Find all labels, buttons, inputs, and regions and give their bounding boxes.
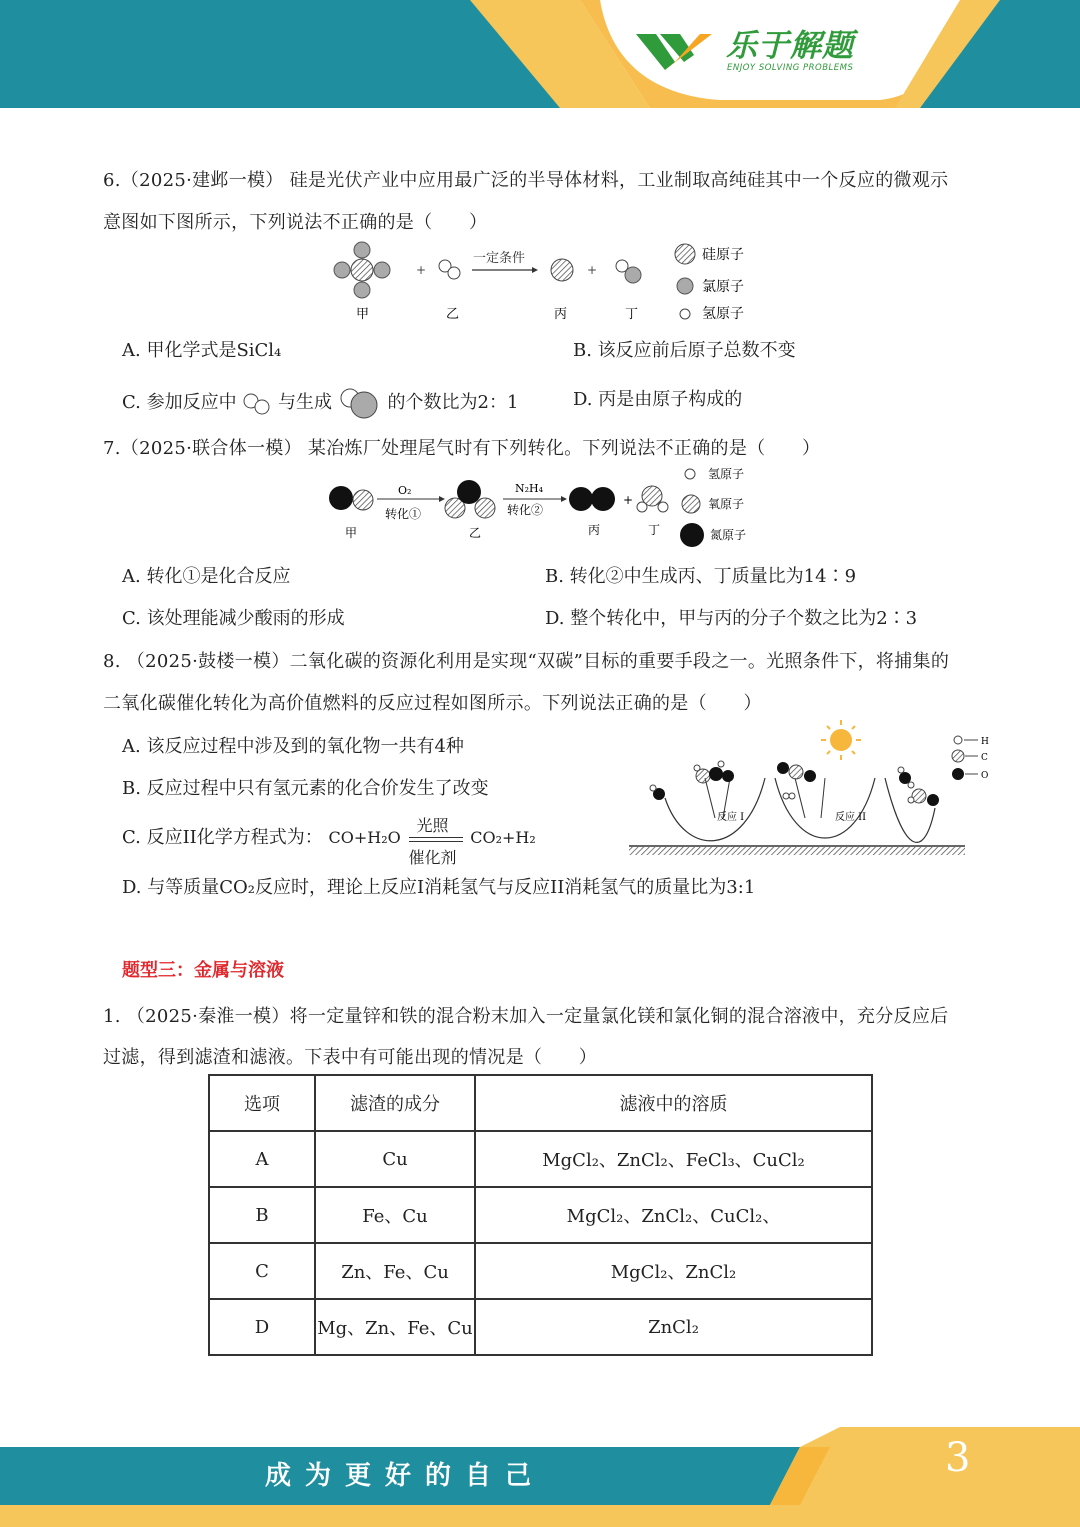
table-row	[209, 1299, 872, 1355]
table-header-row	[209, 1075, 872, 1131]
q7-option-a: A. 转化①是化合反应	[122, 566, 291, 587]
q6-molecule-ding	[616, 260, 641, 283]
brand-subtitle: ENJOY SOLVING PROBLEMS	[727, 63, 854, 73]
q7-label-yi: 乙	[469, 526, 482, 540]
table-header-cell: 滤液中的溶质	[475, 1075, 872, 1131]
q6-option-a: A. 甲化学式是SiCl₄	[122, 340, 282, 361]
table-cell: A	[209, 1131, 315, 1187]
q8-option-c	[122, 816, 536, 867]
q6-molecule-yi	[439, 260, 460, 279]
table-cell: ZnCl₂	[475, 1299, 872, 1355]
q7-legend-h: 氢原子	[708, 467, 745, 481]
page-number: 3	[945, 1435, 971, 1481]
table-row	[209, 1131, 872, 1187]
q8-legend-h: H	[981, 737, 989, 747]
q8-legend-o: O	[981, 771, 989, 781]
q8-eq-light: 光照	[416, 816, 449, 835]
q7-label-ding: 丁	[648, 523, 661, 537]
q8-option-a: A. 该反应过程中涉及到的氧化物一共有4种	[122, 736, 464, 757]
q7-label-bing: 丙	[588, 523, 601, 537]
q6-option-c-post: 的个数比为2：1	[387, 392, 519, 413]
q7-step-1: 转化①	[385, 507, 422, 521]
q1-stem-line2: 过滤，得到滤渣和滤液。下表中有可能出现的情况是（ ）	[103, 1047, 598, 1068]
hcl-molecule-icon	[338, 385, 382, 421]
q8-option-b: B. 反应过程中只有氢元素的化合价发生了改变	[122, 778, 489, 799]
q8-reaction-2-label: 反应 II	[835, 812, 867, 823]
q6-label-jia: 甲	[356, 307, 370, 322]
q1-options-table	[208, 1074, 873, 1356]
svg-text:+: +	[623, 493, 634, 507]
q7-reaction-diagram	[325, 462, 765, 548]
q8-stem-line1: 8. （2025·鼓楼一模）二氧化碳的资源化利用是实现“双碳”目标的重要手段之一。光照条件下，将捕集的	[103, 651, 950, 672]
q6-legend-si: 硅原子	[702, 247, 744, 263]
table-header-cell: 选项	[209, 1075, 315, 1131]
q6-option-c	[122, 385, 518, 421]
q6-stem-line2: 意图如下图所示，下列说法不正确的是（ ）	[103, 212, 488, 233]
q8-option-c-pre: C. 反应II化学方程式为：	[122, 827, 323, 848]
q6-stem-line1: 6.（2025·建邺一模） 硅是光伏产业中应用最广泛的半导体材料，工业制取高纯硅其中一个反应的微观示	[103, 170, 949, 191]
q7-option-b: B. 转化②中生成丙、丁质量比为14∶9	[545, 566, 857, 587]
q8-reaction-diagram	[625, 718, 995, 860]
q7-molecule-yi	[445, 480, 495, 518]
q8-legend-c: C	[981, 753, 988, 763]
q7-reagent-1: O₂	[398, 484, 412, 497]
table-cell: MgCl₂、ZnCl₂、CuCl₂、	[475, 1187, 872, 1243]
q7-legend-n: 氮原子	[710, 528, 747, 542]
q6-label-bing: 丙	[554, 307, 568, 322]
table-cell: B	[209, 1187, 315, 1243]
q6-reaction-diagram	[320, 240, 780, 326]
footer-slogan: 成为更好的自己	[265, 1461, 546, 1491]
q6-option-c-pre: C. 参加反应中	[122, 392, 237, 413]
q6-option-c-mid: 与生成	[278, 392, 333, 413]
table-cell: Mg、Zn、Fe、Cu	[315, 1299, 475, 1355]
q6-legend-cl: 氯原子	[702, 279, 744, 295]
q8-eq-catalyst: 催化剂	[408, 848, 457, 867]
q6-label-yi: 乙	[446, 307, 460, 322]
q7-step-2: 转化②	[507, 503, 544, 517]
q8-reaction-1-label: 反应 I	[717, 812, 745, 823]
q6-legend-h: 氢原子	[702, 306, 744, 322]
table-cell: D	[209, 1299, 315, 1355]
q7-label-jia: 甲	[345, 526, 358, 540]
table-cell: Zn、Fe、Cu	[315, 1243, 475, 1299]
q6-molecule-jia	[334, 242, 390, 298]
table-cell: Fe、Cu	[315, 1187, 475, 1243]
section-title: 题型三：金属与溶液	[122, 960, 284, 981]
q7-molecule-bing	[569, 487, 615, 511]
q1-stem-line1: 1. （2025·秦淮一模）将一定量锌和铁的混合粉末加入一定量氯化镁和氯化铜的混合溶液中，充分反应后	[103, 1006, 949, 1027]
svg-text:+: +	[587, 263, 598, 277]
q7-option-c: C. 该处理能减少酸雨的形成	[122, 608, 345, 629]
table-row	[209, 1187, 872, 1243]
q8-eq-condition	[407, 816, 465, 867]
q7-reagent-2: N₂H₄	[515, 482, 544, 495]
header-banner	[0, 0, 1080, 110]
table-header-cell: 滤渣的成分	[315, 1075, 475, 1131]
q6-molecule-bing	[551, 259, 573, 281]
q6-option-d: D. 丙是由原子构成的	[573, 389, 743, 410]
q8-option-d: D. 与等质量CO₂反应时，理论上反应I消耗氢气与反应II消耗氢气的质量比为3:1	[122, 877, 756, 898]
q7-option-d: D. 整个转化中，甲与丙的分子个数之比为2∶3	[545, 608, 918, 629]
h2-molecule-icon	[242, 391, 272, 415]
q8-eq-right: CO₂+H₂	[470, 828, 536, 847]
q7-molecule-ding	[637, 486, 668, 512]
q6-label-ding: 丁	[625, 307, 639, 322]
q8-stem-line2: 二氧化碳催化转化为高价值燃料的反应过程如图所示。下列说法正确的是（ ）	[103, 693, 762, 714]
brand-name: 乐于解题	[726, 28, 854, 64]
sun-icon	[821, 720, 861, 760]
table-cell: C	[209, 1243, 315, 1299]
table-row	[209, 1243, 872, 1299]
table-cell: MgCl₂、ZnCl₂	[475, 1243, 872, 1299]
table-cell: MgCl₂、ZnCl₂、FeCl₃、CuCl₂	[475, 1131, 872, 1187]
q7-molecule-jia	[329, 486, 373, 510]
table-cell: Cu	[315, 1131, 475, 1187]
q7-legend-o: 氧原子	[708, 497, 745, 511]
q8-eq-left: CO+H₂O	[328, 828, 401, 847]
svg-text:+: +	[416, 263, 427, 277]
q7-stem-line1: 7.（2025·联合体一模） 某冶炼厂处理尾气时有下列转化。下列说法不正确的是（ ）	[103, 438, 821, 459]
q6-option-b: B. 该反应前后原子总数不变	[573, 340, 796, 361]
q6-condition: 一定条件	[473, 251, 526, 266]
